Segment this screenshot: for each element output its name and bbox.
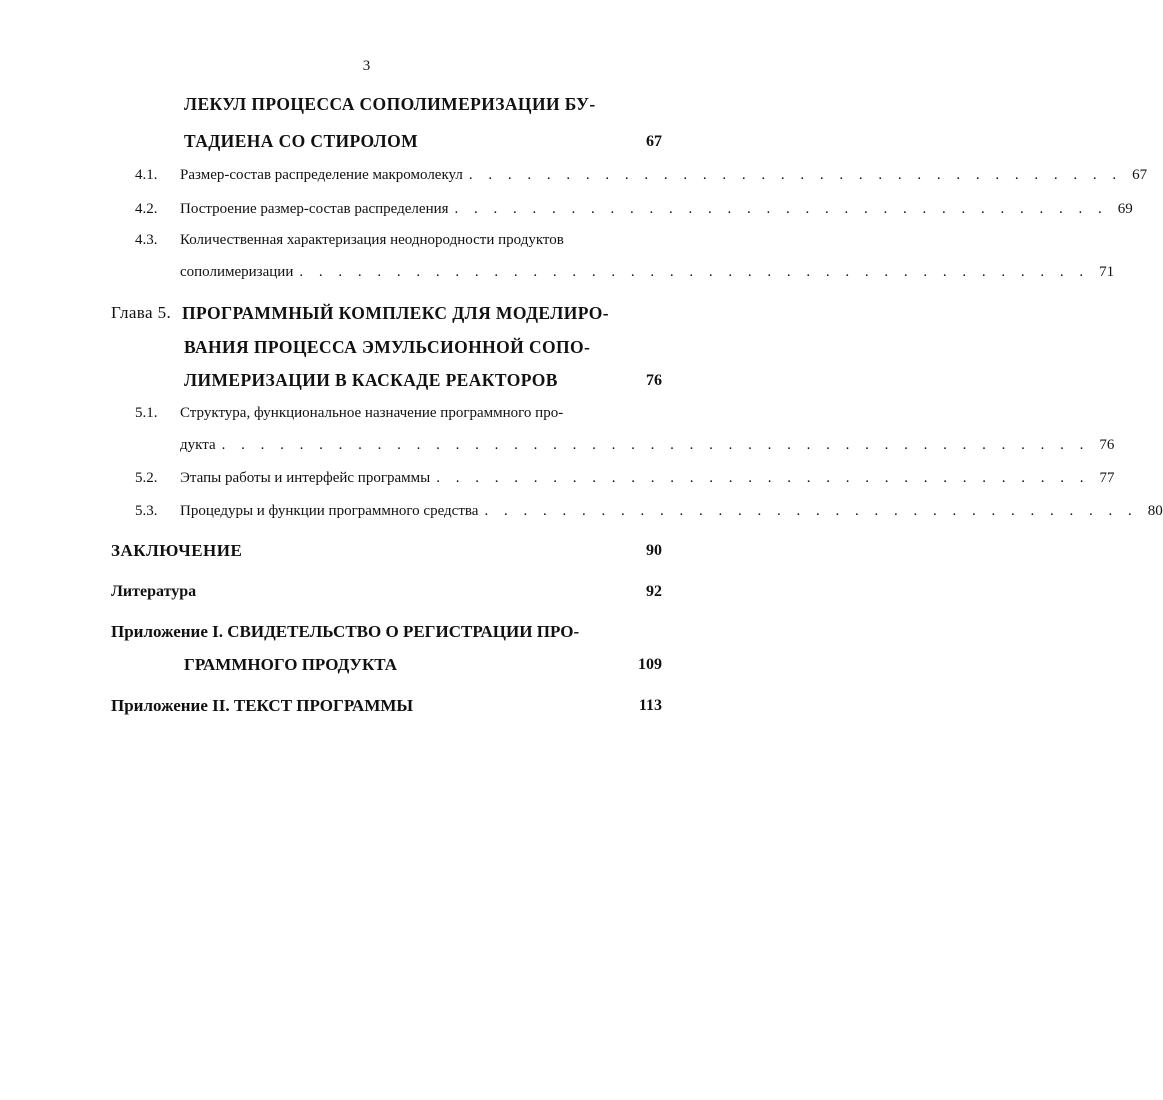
section-5-2-page: 77: [1099, 470, 1115, 486]
appendix1-title-line1[interactable]: Приложение I. СВИДЕТЕЛЬСТВО О РЕГИСТРАЦИИ ПРО-: [111, 622, 580, 641]
literature-title[interactable]: Литература: [111, 583, 197, 600]
section-5-3-number: 5.3.: [135, 503, 158, 519]
leader-dots: . . . . . . . . . . . . . . . . . . . . . . . . . . . . . . . . . .: [454, 201, 1108, 217]
toc-entry-5-3[interactable]: [180, 503, 1163, 520]
section-5-2-number: 5.2.: [135, 470, 158, 486]
chapter4-page: 67: [646, 133, 662, 150]
section-4-1-number: 4.1.: [135, 167, 158, 183]
section-4-3-number: 4.3.: [135, 232, 158, 248]
chapter5-page: 76: [646, 372, 662, 389]
section-5-3-page: 80: [1147, 503, 1163, 519]
leader-dots: . . . . . . . . . . . . . . . . . . . . . . . . . . . . . . . . . .: [484, 503, 1138, 519]
section-4-2-page: 69: [1117, 201, 1133, 217]
section-4-3-title-line2: сополимеризации: [180, 264, 294, 280]
chapter4-title-line1: [184, 94, 632, 115]
section-4-2-title: Построение размер-состав распределения: [180, 201, 449, 217]
section-4-3-page: 71: [1099, 264, 1115, 280]
section-5-2-title: Этапы работы и интерфейс программы: [180, 470, 431, 486]
section-4-2-number: 4.2.: [135, 201, 158, 217]
section-4-3-title-line1: Количественная характеризация неоднородности продуктов: [180, 232, 564, 248]
toc-entry-4-3[interactable]: [180, 264, 1115, 281]
appendix2-page: 113: [638, 697, 662, 714]
literature-page: 92: [646, 583, 662, 600]
leader-dots: . . . . . . . . . . . . . . . . . . . . . . . . . . . . . . . . . . . . . . . . . . . . .: [221, 437, 1090, 453]
appendix1-title-line2: ГРАММНОГО ПРОДУКТА: [184, 655, 398, 674]
section-4-1-title: Размер-состав распределение макромолекул: [180, 167, 463, 183]
chapter5-title-line3: ЛИМЕРИЗАЦИИ В КАСКАДЕ РЕАКТОРОВ: [184, 370, 558, 390]
section-5-3-title: Процедуры и функции программного средства: [180, 503, 479, 519]
section-5-1-title-line2: дукта: [180, 437, 216, 453]
appendix1-page: 109: [638, 656, 662, 673]
toc-entry-5-1[interactable]: [180, 437, 1115, 454]
section-5-1-title-line1: Структура, функциональное назначение программного про-: [180, 405, 564, 421]
toc-entry-5-2[interactable]: [180, 470, 1115, 487]
toc-entry-4-2[interactable]: [180, 201, 1133, 218]
leader-dots: . . . . . . . . . . . . . . . . . . . . . . . . . . . . . . . . . .: [436, 470, 1090, 486]
section-5-1-number: 5.1.: [135, 405, 158, 421]
chapter5-title-line1: ПРОГРАММНЫЙ КОМПЛЕКС ДЛЯ МОДЕЛИРО-: [182, 303, 609, 323]
chapter4-title-line1-text: ЛЕКУЛ ПРОЦЕССА СОПОЛИМЕРИЗАЦИИ БУ-: [184, 94, 596, 114]
section-4-1-page: 67: [1132, 167, 1148, 183]
section-5-1-page: 76: [1099, 437, 1115, 453]
conclusion-title[interactable]: ЗАКЛЮЧЕНИЕ: [111, 541, 243, 560]
conclusion-page: 90: [646, 542, 662, 559]
leader-dots: . . . . . . . . . . . . . . . . . . . . . . . . . . . . . . . . . .: [468, 167, 1123, 183]
chapter5-title-line2-text: ВАНИЯ ПРОЦЕССА ЭМУЛЬСИОННОЙ СОПО-: [184, 337, 591, 357]
leader-dots: . . . . . . . . . . . . . . . . . . . . . . . . . . . . . . . . . . . . . . . . .: [299, 264, 1090, 280]
appendix2-title[interactable]: Приложение II. ТЕКСТ ПРОГРАММЫ: [111, 696, 414, 715]
chapter5-title-line2: [184, 337, 632, 358]
chapter4-title-line2: ТАДИЕНА СО СТИРОЛОМ: [184, 131, 419, 151]
page-number: 3: [362, 58, 371, 74]
toc-entry-4-1[interactable]: [180, 167, 1148, 184]
chapter5-label: Глава 5.: [111, 303, 172, 322]
